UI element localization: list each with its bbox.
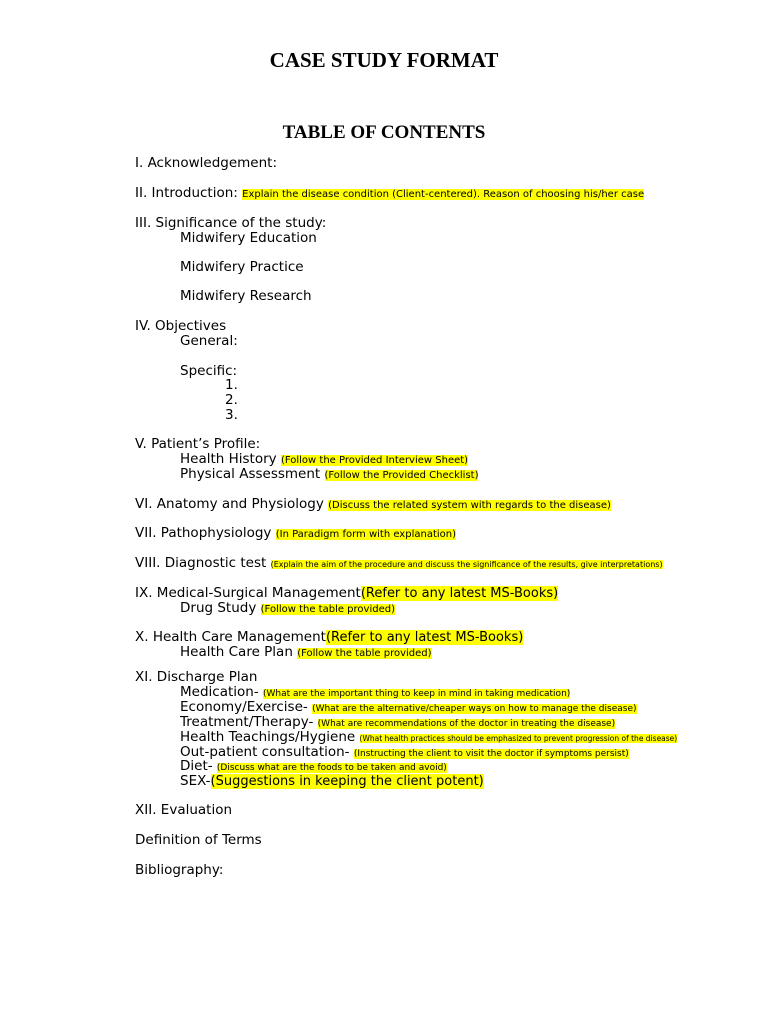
introduction-label: II. Introduction: [135,185,238,201]
diet-note: (Discuss what are the foods to be taken and avoid) [216,763,447,773]
anatomy-note: (Discuss the related system with regards to the disease) [328,500,611,511]
table-of-contents-heading: TABLE OF CONTENTS [282,122,486,143]
objectives-specific: Specific: [180,363,238,379]
diet-label: Diet- [180,758,213,774]
outpatient-note: (Instructing the client to visit the doctor if symptoms persist) [353,749,629,759]
objectives-number: 2. [225,392,238,408]
section-pathophysiology [135,525,456,543]
anatomy-label: VI. Anatomy and Physiology [135,496,324,512]
sex-note: (Suggestions in keeping the client potent) [210,774,484,789]
medical-surgical-label: IX. Medical-Surgical Management [135,585,361,601]
health-care-plan-note: (Follow the table provided) [297,648,432,659]
health-care-plan-label: Health Care Plan [180,644,293,660]
section-significance: III. Significance of the study: [135,215,327,231]
teachings-note: (What health practices should be emphasized to prevent progression of the disease) [359,734,678,743]
sex-label: SEX- [180,773,211,789]
diagnostic-note: (Explain the aim of the procedure and discuss the significance of the results, give interpretations) [270,560,663,569]
discharge-sex [180,773,484,790]
diagnostic-label: VIII. Diagnostic test [135,555,267,571]
section-patient-profile: V. Patient’s Profile: [135,436,261,452]
treatment-label: Treatment/Therapy- [180,714,314,730]
objectives-number: 1. [225,377,238,393]
patient-physical-assessment [180,466,478,484]
drug-study-note: (Follow the table provided) [260,604,395,615]
medical-surgical-note: (Refer to any latest MS-Books) [360,586,559,601]
drug-study [180,600,395,618]
introduction-note: Explain the disease condition (Client-centered). Reason of choosing his/her case [242,189,645,200]
health-history-note: (Follow the Provided Interview Sheet) [280,455,469,466]
section-definition-of-terms: Definition of Terms [135,832,262,848]
section-evaluation: XII. Evaluation [135,802,233,818]
section-acknowledgement: I. Acknowledgement: [135,155,278,171]
section-discharge: XI. Discharge Plan [135,669,258,685]
objectives-general: General: [180,333,238,349]
objectives-number: 3. [225,407,238,423]
significance-item: Midwifery Research [180,288,312,304]
section-objectives: IV. Objectives [135,318,227,334]
section-introduction [135,185,644,203]
pathophysiology-note: (In Paradigm form with explanation) [275,529,457,540]
section-bibliography: Bibliography: [135,862,224,878]
economy-note: (What are the alternative/cheaper ways on how to manage the disease) [312,704,637,714]
significance-item: Midwifery Practice [180,259,304,275]
economy-label: Economy/Exercise- [180,699,308,715]
health-care-note: (Refer to any latest MS-Books) [325,630,524,645]
physical-assessment-note: (Follow the Provided Checklist) [324,470,479,481]
health-care-label: X. Health Care Management [135,629,326,645]
outpatient-label: Out-patient consultation- [180,744,350,760]
medication-note: (What are the important thing to keep in mind in taking medication) [263,689,571,699]
section-diagnostic [135,555,663,573]
drug-study-label: Drug Study [180,600,257,616]
medication-label: Medication- [180,684,259,700]
section-anatomy [135,496,611,514]
pathophysiology-label: VII. Pathophysiology [135,525,272,541]
health-history-label: Health History [180,451,277,467]
document-title: CASE STUDY FORMAT [269,48,499,72]
teachings-label: Health Teachings/Hygiene [180,729,356,745]
physical-assessment-label: Physical Assessment [180,466,321,482]
health-care-plan [180,644,432,662]
significance-item: Midwifery Education [180,230,317,246]
treatment-note: (What are recommendations of the doctor in treating the disease) [317,719,616,729]
